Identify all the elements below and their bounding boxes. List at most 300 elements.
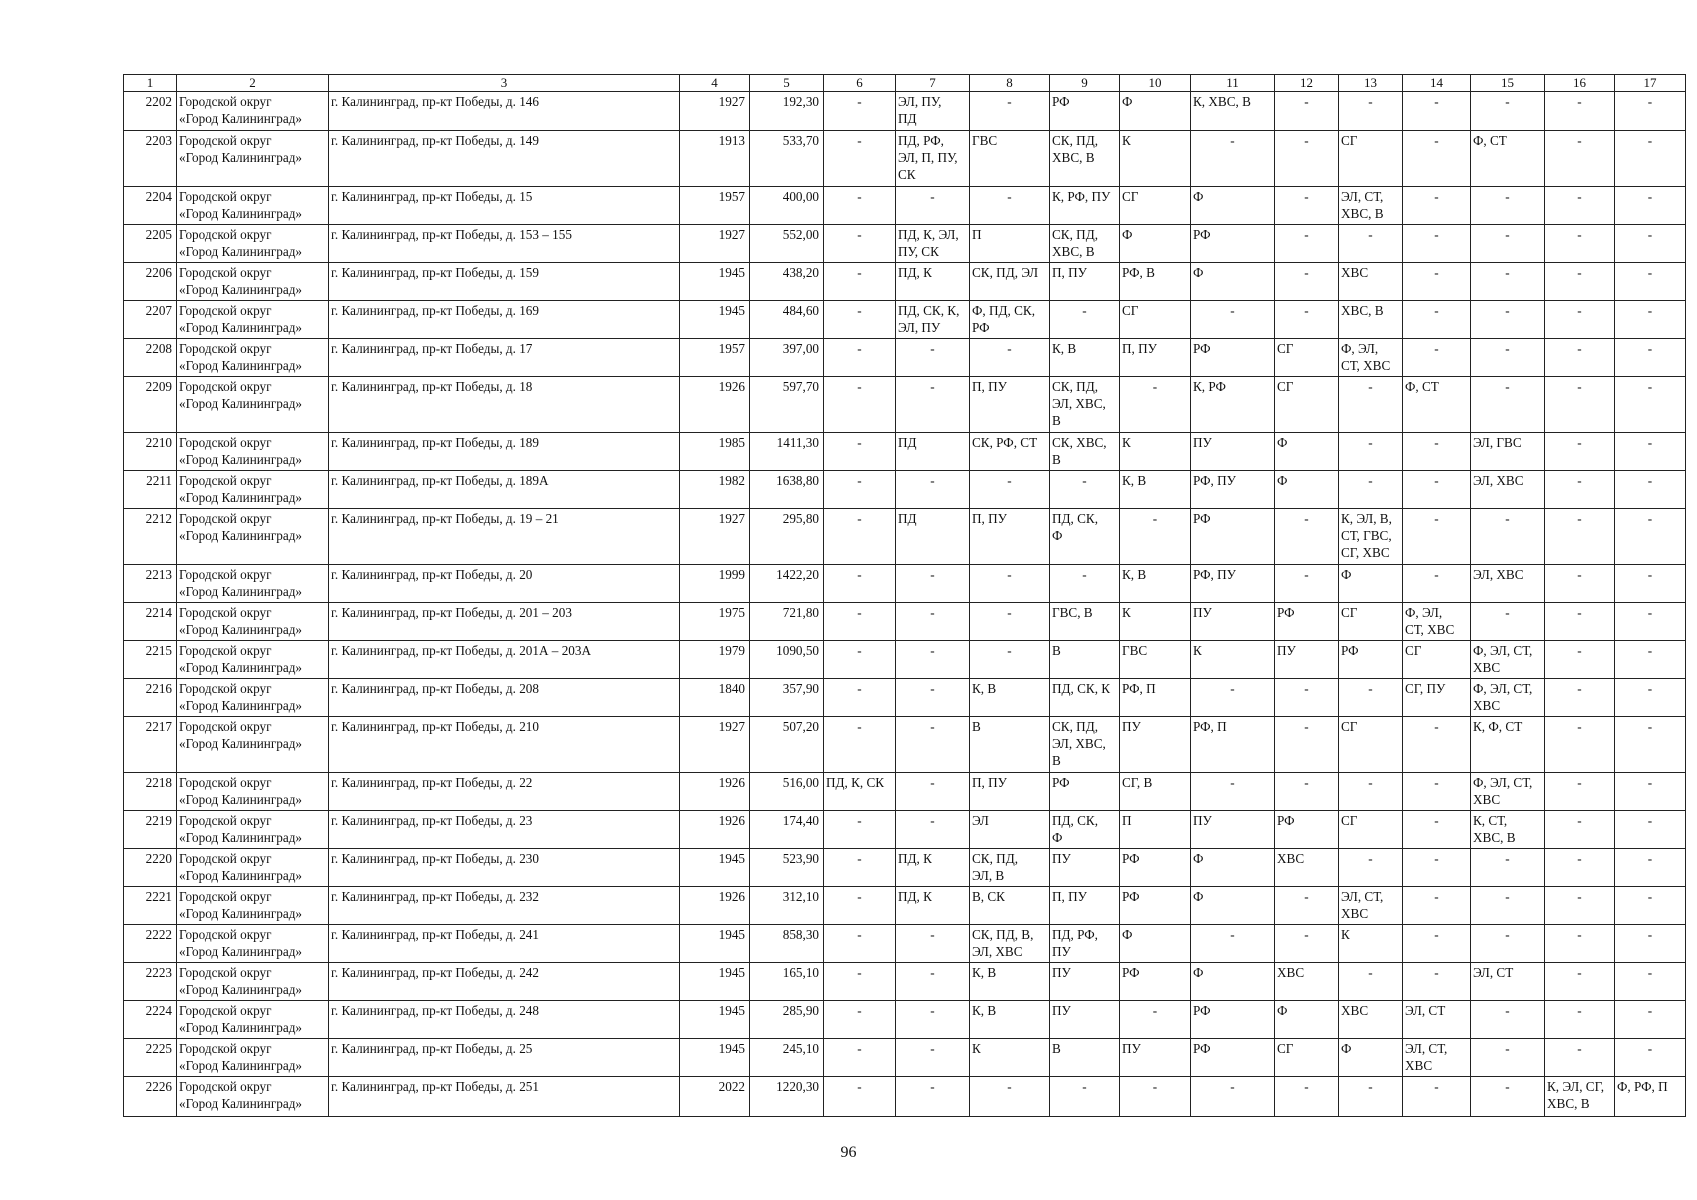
- table-cell: К: [1191, 641, 1275, 679]
- table-cell: -: [896, 339, 970, 377]
- table-cell: -: [970, 471, 1050, 509]
- table-cell: -: [1120, 509, 1191, 565]
- table-cell: К, ХВС, В: [1191, 92, 1275, 131]
- table-cell: г. Калининград, пр-кт Победы, д. 19 – 21: [329, 509, 680, 565]
- table-row: [124, 565, 1686, 603]
- table-cell: -: [1403, 849, 1471, 887]
- table-cell: -: [1615, 509, 1686, 565]
- table-cell: -: [1275, 131, 1339, 187]
- table-cell: СГ: [1339, 131, 1403, 187]
- table-cell: 165,10: [750, 963, 824, 1001]
- table-cell: РФ, П: [1191, 717, 1275, 773]
- table-cell: -: [1471, 509, 1545, 565]
- table-row: [124, 92, 1686, 131]
- table-cell: 1985: [680, 433, 750, 471]
- table-cell: -: [1403, 92, 1471, 131]
- table-cell: СГ: [1275, 1039, 1339, 1077]
- table-cell: -: [970, 565, 1050, 603]
- table-cell: г. Калининград, пр-кт Победы, д. 241: [329, 925, 680, 963]
- table-row: [124, 225, 1686, 263]
- table-cell: 245,10: [750, 1039, 824, 1077]
- column-header: 3: [329, 75, 680, 92]
- table-cell: К: [1120, 131, 1191, 187]
- table-cell: -: [1050, 471, 1120, 509]
- table-cell: Городской округ «Город Калининград»: [177, 187, 329, 225]
- table-cell: -: [1275, 187, 1339, 225]
- table-cell: -: [1471, 1001, 1545, 1039]
- table-cell: -: [824, 92, 896, 131]
- table-cell: РФ: [1339, 641, 1403, 679]
- table-cell: -: [1615, 603, 1686, 641]
- table-cell: К, СТ, ХВС, В: [1471, 811, 1545, 849]
- table-cell: ЭЛ, ХВС: [1471, 565, 1545, 603]
- table-cell: -: [1615, 131, 1686, 187]
- table-cell: г. Калининград, пр-кт Победы, д. 22: [329, 773, 680, 811]
- table-cell: -: [1545, 301, 1615, 339]
- table-cell: -: [1615, 471, 1686, 509]
- table-cell: 2226: [124, 1077, 177, 1117]
- table-row: [124, 187, 1686, 225]
- table-row: [124, 1039, 1686, 1077]
- table-cell: г. Калининград, пр-кт Победы, д. 248: [329, 1001, 680, 1039]
- table-cell: -: [1050, 301, 1120, 339]
- table-cell: г. Калининград, пр-кт Победы, д. 17: [329, 339, 680, 377]
- table-cell: -: [1275, 92, 1339, 131]
- table-cell: РФ: [1050, 773, 1120, 811]
- table-cell: 2222: [124, 925, 177, 963]
- table-cell: ПУ: [1050, 1001, 1120, 1039]
- table-cell: -: [1339, 773, 1403, 811]
- table-cell: г. Калининград, пр-кт Победы, д. 23: [329, 811, 680, 849]
- table-cell: К, В: [970, 679, 1050, 717]
- table-cell: -: [1275, 509, 1339, 565]
- table-cell: -: [896, 1077, 970, 1117]
- table-cell: 1220,30: [750, 1077, 824, 1117]
- table-cell: СГ, ПУ: [1403, 679, 1471, 717]
- column-header: 6: [824, 75, 896, 92]
- table-cell: РФ: [1191, 1039, 1275, 1077]
- table-cell: Ф: [1120, 225, 1191, 263]
- table-cell: СК, ПД, ЭЛ, В: [970, 849, 1050, 887]
- table-cell: -: [1545, 1001, 1615, 1039]
- table-cell: -: [824, 471, 896, 509]
- table-cell: ПУ: [1191, 811, 1275, 849]
- table-cell: РФ: [1191, 509, 1275, 565]
- table-cell: -: [1403, 433, 1471, 471]
- table-cell: Ф, ЭЛ, СТ, ХВС: [1339, 339, 1403, 377]
- table-cell: -: [896, 1039, 970, 1077]
- table-cell: 507,20: [750, 717, 824, 773]
- table-cell: СК, ПД, ХВС, В: [1050, 131, 1120, 187]
- table-cell: РФ, ПУ: [1191, 471, 1275, 509]
- table-cell: 2225: [124, 1039, 177, 1077]
- table-cell: -: [1615, 773, 1686, 811]
- table-cell: 1957: [680, 339, 750, 377]
- table-cell: К: [1339, 925, 1403, 963]
- table-cell: -: [1339, 1077, 1403, 1117]
- table-cell: 2211: [124, 471, 177, 509]
- table-cell: -: [1545, 679, 1615, 717]
- table-cell: ПУ: [1120, 717, 1191, 773]
- table-cell: -: [970, 641, 1050, 679]
- table-cell: -: [1471, 603, 1545, 641]
- table-cell: -: [1120, 1077, 1191, 1117]
- table-cell: Городской округ «Город Калининград»: [177, 301, 329, 339]
- table-cell: -: [824, 263, 896, 301]
- table-cell: -: [896, 963, 970, 1001]
- table-cell: ПУ: [1191, 603, 1275, 641]
- table-cell: Городской округ «Город Калининград»: [177, 963, 329, 1001]
- table-cell: -: [1275, 565, 1339, 603]
- table-cell: Городской округ «Город Калининград»: [177, 565, 329, 603]
- table-cell: Ф: [1191, 263, 1275, 301]
- table-cell: ХВС: [1339, 263, 1403, 301]
- page-number: 96: [840, 1144, 857, 1161]
- table-cell: -: [896, 925, 970, 963]
- table-cell: -: [896, 773, 970, 811]
- table-cell: -: [824, 925, 896, 963]
- table-cell: -: [896, 377, 970, 433]
- table-cell: -: [824, 187, 896, 225]
- table-cell: -: [896, 811, 970, 849]
- table-cell: г. Калининград, пр-кт Победы, д. 208: [329, 679, 680, 717]
- table-row: [124, 1001, 1686, 1039]
- table-row: [124, 641, 1686, 679]
- table-cell: -: [1615, 92, 1686, 131]
- table-cell: Городской округ «Город Калининград»: [177, 1001, 329, 1039]
- table-cell: ПУ: [1050, 849, 1120, 887]
- table-cell: -: [1275, 717, 1339, 773]
- column-header: 13: [1339, 75, 1403, 92]
- table-cell: СГ: [1339, 811, 1403, 849]
- table-cell: СК, РФ, СТ: [970, 433, 1050, 471]
- table-cell: -: [1403, 131, 1471, 187]
- table-cell: -: [1471, 92, 1545, 131]
- table-row: [124, 849, 1686, 887]
- table-cell: СК, ПД, ЭЛ: [970, 263, 1050, 301]
- table-cell: -: [1615, 1001, 1686, 1039]
- table-cell: ПД, СК, Ф: [1050, 509, 1120, 565]
- table-cell: г. Калининград, пр-кт Победы, д. 201 – 203: [329, 603, 680, 641]
- header-row: [124, 75, 1686, 92]
- table-cell: -: [1615, 811, 1686, 849]
- table-cell: 1638,80: [750, 471, 824, 509]
- table-cell: -: [1471, 887, 1545, 925]
- table-cell: -: [824, 811, 896, 849]
- table-cell: 1422,20: [750, 565, 824, 603]
- table-cell: -: [1403, 565, 1471, 603]
- table-cell: П, ПУ: [970, 377, 1050, 433]
- table-cell: К, РФ, ПУ: [1050, 187, 1120, 225]
- table-cell: 2214: [124, 603, 177, 641]
- table-cell: К: [970, 1039, 1050, 1077]
- table-cell: 312,10: [750, 887, 824, 925]
- table-cell: г. Калининград, пр-кт Победы, д. 232: [329, 887, 680, 925]
- table-cell: -: [1545, 1039, 1615, 1077]
- table-cell: П, ПУ: [1050, 263, 1120, 301]
- table-cell: Городской округ «Город Калининград»: [177, 263, 329, 301]
- table-cell: В: [1050, 641, 1120, 679]
- table-cell: г. Калининград, пр-кт Победы, д. 189: [329, 433, 680, 471]
- table-cell: РФ: [1191, 225, 1275, 263]
- table-cell: -: [896, 187, 970, 225]
- table-row: [124, 509, 1686, 565]
- table-cell: К: [1120, 603, 1191, 641]
- table-cell: 2218: [124, 773, 177, 811]
- table-cell: -: [824, 717, 896, 773]
- table-cell: Ф: [1339, 1039, 1403, 1077]
- table-cell: СК, ХВС, В: [1050, 433, 1120, 471]
- table-cell: -: [1275, 301, 1339, 339]
- table-cell: ПУ: [1275, 641, 1339, 679]
- table-cell: Городской округ «Город Калининград»: [177, 339, 329, 377]
- table-cell: 2204: [124, 187, 177, 225]
- table-cell: -: [1191, 773, 1275, 811]
- table-cell: К, В: [1120, 471, 1191, 509]
- table-cell: -: [1545, 963, 1615, 1001]
- table-cell: -: [970, 92, 1050, 131]
- table-cell: -: [1275, 773, 1339, 811]
- table-cell: ЭЛ, ГВС: [1471, 433, 1545, 471]
- table-cell: П: [970, 225, 1050, 263]
- table-cell: 2210: [124, 433, 177, 471]
- table-cell: -: [1275, 887, 1339, 925]
- table-cell: П: [1120, 811, 1191, 849]
- table-cell: П, ПУ: [1120, 339, 1191, 377]
- table-cell: Городской округ «Город Калининград»: [177, 849, 329, 887]
- table-cell: Ф, РФ, П: [1615, 1077, 1686, 1117]
- table-cell: ПД, К: [896, 887, 970, 925]
- column-header: 11: [1191, 75, 1275, 92]
- table-cell: Городской округ «Город Калининград»: [177, 925, 329, 963]
- table-cell: -: [1615, 1039, 1686, 1077]
- table-cell: СГ: [1120, 187, 1191, 225]
- table-cell: -: [1545, 187, 1615, 225]
- table-cell: -: [896, 1001, 970, 1039]
- table-cell: 2216: [124, 679, 177, 717]
- table-cell: -: [824, 225, 896, 263]
- table-cell: П, ПУ: [1050, 887, 1120, 925]
- table-cell: г. Калининград, пр-кт Победы, д. 189А: [329, 471, 680, 509]
- table-cell: -: [1615, 339, 1686, 377]
- table-cell: -: [1545, 641, 1615, 679]
- table-cell: В: [970, 717, 1050, 773]
- table-cell: ПУ: [1120, 1039, 1191, 1077]
- table-cell: -: [1120, 377, 1191, 433]
- table-row: [124, 131, 1686, 187]
- table-cell: 1999: [680, 565, 750, 603]
- table-cell: 192,30: [750, 92, 824, 131]
- table-row: [124, 471, 1686, 509]
- housing-table: [123, 74, 1686, 1117]
- table-cell: -: [896, 471, 970, 509]
- table-cell: -: [1275, 225, 1339, 263]
- table-cell: -: [1471, 1077, 1545, 1117]
- table-cell: 2202: [124, 92, 177, 131]
- table-cell: -: [824, 565, 896, 603]
- table-cell: Ф, ЭЛ, СТ, ХВС: [1471, 773, 1545, 811]
- table-cell: -: [1275, 679, 1339, 717]
- table-cell: -: [1471, 925, 1545, 963]
- table-cell: г. Калининград, пр-кт Победы, д. 201А – 203А: [329, 641, 680, 679]
- table-cell: 295,80: [750, 509, 824, 565]
- table-row: [124, 887, 1686, 925]
- table-cell: -: [1545, 131, 1615, 187]
- table-cell: К, ЭЛ, В, СТ, ГВС, СГ, ХВС: [1339, 509, 1403, 565]
- table-cell: -: [1471, 849, 1545, 887]
- table-cell: РФ: [1120, 849, 1191, 887]
- table-cell: 1957: [680, 187, 750, 225]
- column-header: 1: [124, 75, 177, 92]
- table-cell: -: [1545, 887, 1615, 925]
- table-cell: РФ: [1275, 811, 1339, 849]
- table-cell: В: [1050, 1039, 1120, 1077]
- table-cell: СК, ПД, ХВС, В: [1050, 225, 1120, 263]
- table-cell: ХВС: [1275, 963, 1339, 1001]
- table-cell: ПД, СК, К, ЭЛ, ПУ: [896, 301, 970, 339]
- table-cell: 1927: [680, 509, 750, 565]
- table-cell: -: [1545, 811, 1615, 849]
- table-cell: 174,40: [750, 811, 824, 849]
- table-cell: ГВС: [970, 131, 1050, 187]
- table-cell: Городской округ «Город Калининград»: [177, 603, 329, 641]
- table-cell: Ф, СТ: [1471, 131, 1545, 187]
- table-cell: СК, ПД, В, ЭЛ, ХВС: [970, 925, 1050, 963]
- table-cell: -: [1339, 471, 1403, 509]
- table-cell: -: [1275, 1077, 1339, 1117]
- table-cell: ЭЛ: [970, 811, 1050, 849]
- table-cell: 2224: [124, 1001, 177, 1039]
- table-cell: СГ: [1120, 301, 1191, 339]
- table-cell: -: [1191, 301, 1275, 339]
- table-cell: -: [896, 717, 970, 773]
- table-cell: 400,00: [750, 187, 824, 225]
- table-cell: -: [824, 1077, 896, 1117]
- document-sheet: [123, 74, 1686, 1117]
- table-cell: -: [824, 509, 896, 565]
- table-cell: -: [1191, 131, 1275, 187]
- table-cell: 1945: [680, 301, 750, 339]
- table-cell: -: [1403, 773, 1471, 811]
- table-cell: ЭЛ, СТ, ХВС: [1339, 887, 1403, 925]
- table-cell: 1927: [680, 717, 750, 773]
- table-cell: 1945: [680, 1039, 750, 1077]
- table-cell: -: [1339, 377, 1403, 433]
- table-cell: К, ЭЛ, СГ, ХВС, В: [1545, 1077, 1615, 1117]
- table-cell: г. Калининград, пр-кт Победы, д. 153 – 155: [329, 225, 680, 263]
- table-cell: -: [1403, 225, 1471, 263]
- table-cell: 1926: [680, 811, 750, 849]
- table-cell: -: [970, 1077, 1050, 1117]
- table-cell: ПД, К, ЭЛ, ПУ, СК: [896, 225, 970, 263]
- table-cell: 533,70: [750, 131, 824, 187]
- table-cell: РФ: [1120, 963, 1191, 1001]
- table-row: [124, 301, 1686, 339]
- table-cell: ПД, СК, К: [1050, 679, 1120, 717]
- table-row: [124, 963, 1686, 1001]
- column-header: 17: [1615, 75, 1686, 92]
- table-cell: -: [1120, 1001, 1191, 1039]
- table-cell: ПУ: [1050, 963, 1120, 1001]
- table-cell: -: [1615, 679, 1686, 717]
- table-cell: 1926: [680, 377, 750, 433]
- table-cell: К, В: [970, 1001, 1050, 1039]
- table-cell: -: [1615, 849, 1686, 887]
- table-cell: -: [1471, 263, 1545, 301]
- table-cell: РФ, П: [1120, 679, 1191, 717]
- table-cell: -: [1545, 509, 1615, 565]
- table-cell: 2220: [124, 849, 177, 887]
- table-cell: ЭЛ, СТ: [1403, 1001, 1471, 1039]
- table-cell: -: [970, 603, 1050, 641]
- table-cell: 2223: [124, 963, 177, 1001]
- table-cell: г. Калининград, пр-кт Победы, д. 169: [329, 301, 680, 339]
- table-body: [124, 92, 1686, 1117]
- table-cell: СГ: [1339, 603, 1403, 641]
- table-cell: Ф, ЭЛ, СТ, ХВС: [1471, 641, 1545, 679]
- table-cell: -: [1339, 433, 1403, 471]
- table-cell: СГ: [1339, 717, 1403, 773]
- table-cell: ХВС: [1275, 849, 1339, 887]
- table-cell: 1945: [680, 925, 750, 963]
- table-cell: 1913: [680, 131, 750, 187]
- table-cell: Городской округ «Город Калининград»: [177, 509, 329, 565]
- table-cell: -: [1339, 92, 1403, 131]
- column-header: 12: [1275, 75, 1339, 92]
- table-cell: 1982: [680, 471, 750, 509]
- table-cell: СК, ПД, ЭЛ, ХВС, В: [1050, 377, 1120, 433]
- table-cell: Ф: [1191, 187, 1275, 225]
- table-cell: -: [1471, 377, 1545, 433]
- table-cell: -: [1615, 301, 1686, 339]
- table-cell: СГ: [1275, 377, 1339, 433]
- table-cell: СК, ПД, ЭЛ, ХВС, В: [1050, 717, 1120, 773]
- table-cell: -: [824, 131, 896, 187]
- table-cell: Городской округ «Город Калининград»: [177, 92, 329, 131]
- table-cell: -: [1403, 339, 1471, 377]
- table-cell: Ф, ЭЛ, СТ, ХВС: [1403, 603, 1471, 641]
- table-row: [124, 773, 1686, 811]
- table-cell: 2217: [124, 717, 177, 773]
- table-cell: -: [1339, 225, 1403, 263]
- column-header: 9: [1050, 75, 1120, 92]
- table-cell: -: [1615, 887, 1686, 925]
- table-cell: -: [1339, 679, 1403, 717]
- table-cell: -: [1615, 925, 1686, 963]
- table-cell: ГВС, В: [1050, 603, 1120, 641]
- table-cell: г. Калининград, пр-кт Победы, д. 230: [329, 849, 680, 887]
- table-row: [124, 679, 1686, 717]
- table-cell: -: [1403, 187, 1471, 225]
- table-cell: ПУ: [1191, 433, 1275, 471]
- table-cell: г. Калининград, пр-кт Победы, д. 149: [329, 131, 680, 187]
- table-cell: 1411,30: [750, 433, 824, 471]
- table-cell: -: [1275, 263, 1339, 301]
- table-cell: 2213: [124, 565, 177, 603]
- table-cell: -: [1545, 849, 1615, 887]
- table-cell: ЭЛ, ПУ, ПД: [896, 92, 970, 131]
- table-cell: СГ: [1403, 641, 1471, 679]
- table-cell: ГВС: [1120, 641, 1191, 679]
- table-cell: -: [1403, 509, 1471, 565]
- table-cell: 2206: [124, 263, 177, 301]
- table-cell: -: [1050, 1077, 1120, 1117]
- table-cell: г. Калининград, пр-кт Победы, д. 15: [329, 187, 680, 225]
- table-cell: 2212: [124, 509, 177, 565]
- table-cell: -: [970, 187, 1050, 225]
- column-header: 10: [1120, 75, 1191, 92]
- table-cell: -: [1403, 717, 1471, 773]
